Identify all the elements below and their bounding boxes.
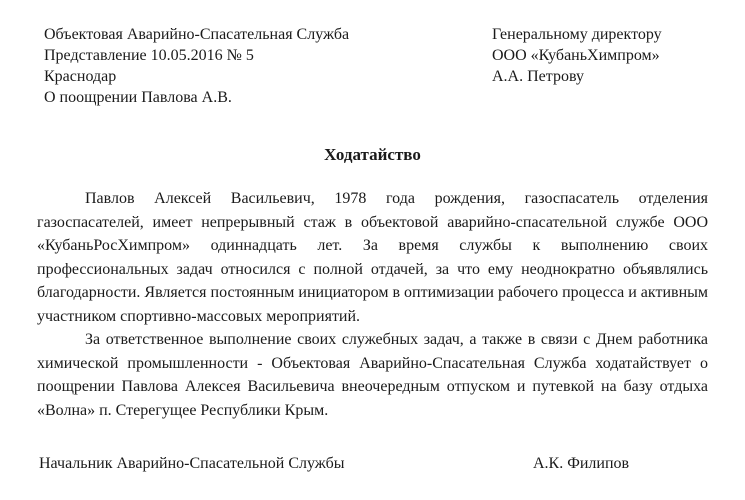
document-subject: О поощрении Павлова А.В.	[44, 89, 232, 106]
signatory-position: Начальник Аварийно-Спасательной Службы	[39, 455, 345, 472]
signatory-name: А.К. Филипов	[533, 455, 630, 472]
sender-city: Краснодар	[44, 68, 117, 85]
document-body	[37, 187, 708, 422]
sender-organization: Объектовая Аварийно-Спасательная Служба	[44, 26, 350, 43]
sender-block	[44, 24, 424, 108]
body-paragraph-2: За ответственное выполнение своих служебных задач, а также в связи с Днем работника химической промышленности - Объектовая Аварийно-Спасательная Служба ходатайствует о поощрении Павлова Алексея Васильевича внеочередным отпуском и путевкой на базу отдыха «Волна» п. Стерегущее Республики Крым.	[37, 331, 708, 419]
recipient-company: ООО «КубаньХимпром»	[492, 47, 660, 64]
recipient-position: Генеральному директору	[492, 26, 662, 43]
document-title: Ходатайство	[324, 145, 421, 164]
recipient-block	[492, 24, 732, 87]
body-paragraph-1: Павлов Алексей Васильевич, 1978 года рождения, газоспасатель отделения газоспасателей, имеет непрерывный стаж в объектовой аварийно-спасательной службе ООО «КубаньРосХимпром» одиннадцать лет. За время службы к выполнению своих профессиональных задач относился с полной отдачей, за что ему неоднократно объявлялись благодарности. Является постоянным инициатором в оптимизации рабочего процесса и активным участником спортивно-массовых мероприятий.	[37, 190, 709, 325]
recipient-name: А.А. Петрову	[492, 68, 584, 85]
representation-number: Представление 10.05.2016 № 5	[44, 47, 254, 64]
